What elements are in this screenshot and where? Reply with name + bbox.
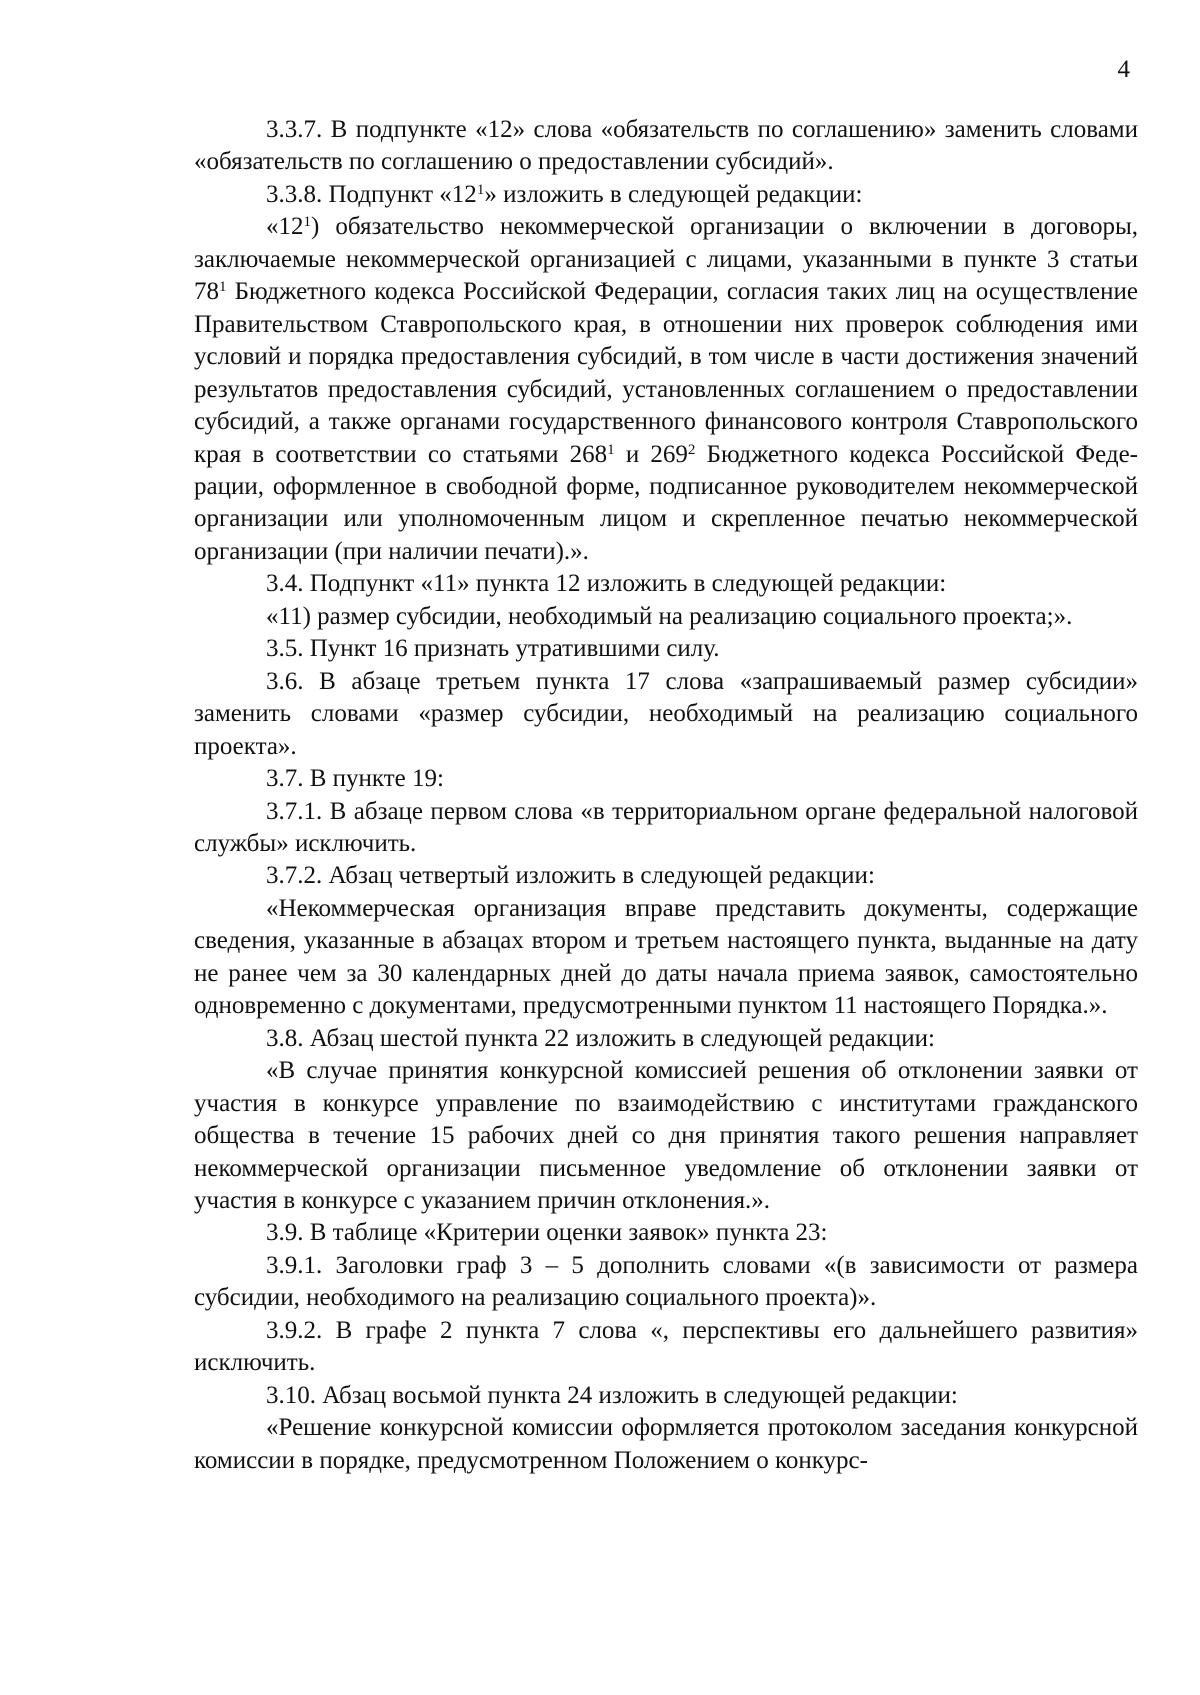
paragraph-3-5: 3.5. Пункт 16 признать утратившими силу. bbox=[266, 635, 720, 663]
superscript: 2 bbox=[687, 441, 696, 458]
superscript: 1 bbox=[303, 214, 311, 231]
paragraph-3-10: 3.10. Абзац восьмой пункта 24 изложить в следующей редакции: bbox=[266, 1381, 958, 1409]
paragraph-3-7: 3.7. В пункте 19: bbox=[266, 765, 444, 793]
text-span: 3.3.8. Подпункт «12 bbox=[266, 180, 477, 208]
paragraph-nko-documents: «Некоммерческая организация вправе представить документы, содержащие сведения, указанные в абзацах втором и третьем настоящего пункта, выданные на дату не ранее чем за 30 календарных дней до даты начала приема заявок, самостоятельно одновременно с документами, предусмотренными пунктом 11 настоящего Порядка.». bbox=[194, 894, 1138, 1020]
paragraph-decision-text: «Решение конкурсной комиссии оформляется протоколом заседания конкурсной комиссии в порядке, предусмотренном Положением о конкурс- bbox=[194, 1414, 1138, 1474]
paragraph-12-1-text bbox=[194, 211, 1138, 568]
paragraph-3-6: 3.6. В абзаце третьем пункта 17 слова «запрашиваемый размер субсидии» заменить словами «размер субсидии, необходимый на реализацию социального проекта». bbox=[194, 667, 1138, 760]
text-span: Бюджетного кодекса Российской Федерации, согласия таких лиц на осуществление Правительством Ставропольского края, в отношении них проверок соблюдения ими условий и порядка предоставления субсидий, в том числе в части достижения значений результатов предоставления субсидий, установленных соглашением о предоставлении субсидий, а также органами государственного финансового контроля Ставропольского края в соответствии со статьями 268 bbox=[194, 278, 1138, 468]
paragraph-3-3-8 bbox=[194, 179, 1138, 211]
paragraph-3-9-2: 3.9.2. В графе 2 пункта 7 слова «, перспективы его дальнейшего развития» исключить. bbox=[194, 1316, 1138, 1377]
page-number: 4 bbox=[1117, 56, 1130, 83]
paragraph-3-9: 3.9. В таблице «Критерии оценки заявок» пункта 23: bbox=[266, 1219, 828, 1247]
paragraph-11-text: «11) размер субсидии, необходимый на реализацию социального проекта;». bbox=[266, 602, 1073, 630]
paragraph-3-4: 3.4. Подпункт «11» пункта 12 изложить в следующей редакции: bbox=[266, 570, 947, 598]
paragraph-rejection-text: «В случае принятия конкурсной комиссией решения об отклонении заявки от участия в конкурсе управление по взаимодействию с институтами гражданского общества в течение 15 рабочих дней со дня принятия такого решения направляет некоммерческой организации письменное уведомление об отклонении заявки от участия в конкурсе с указанием причин отклонения.». bbox=[194, 1057, 1138, 1214]
superscript: 1 bbox=[476, 181, 485, 198]
superscript: 1 bbox=[607, 441, 615, 458]
superscript: 1 bbox=[219, 279, 227, 296]
paragraph-3-7-2: 3.7.2. Абзац четвертый изложить в следующей редакции: bbox=[266, 862, 875, 890]
text-span: Бюджетного кодекса Российской Федерации, оформленное в свободной форме, подписанное руководителем некоммерческой организации или уполномоченным лицом и скрепленное печатью некоммерческой организации (при наличии печати).». bbox=[194, 440, 1138, 565]
paragraph-3-9-1: 3.9.1. Заголовки граф 3 – 5 дополнить словами «(в зависимости от размера субсидии, необходимого на реализацию социального проекта)». bbox=[194, 1251, 1138, 1312]
paragraph-3-8: 3.8. Абзац шестой пункта 22 изложить в следующей редакции: bbox=[266, 1024, 935, 1052]
document-body bbox=[194, 114, 1138, 1477]
paragraph-3-7-1: 3.7.1. В абзаце первом слова «в территориальном органе федеральной налоговой службы» исключить. bbox=[194, 797, 1138, 857]
text-span: » изложить в следующей редакции: bbox=[484, 180, 863, 208]
text-span: «12 bbox=[266, 213, 304, 241]
text-span: и 269 bbox=[614, 440, 688, 468]
paragraph-3-3-7: 3.3.7. В подпункте «12» слова «обязательств по соглашению» заменить словами «обязательств по соглашению о предоставлении субсидий». bbox=[194, 116, 1138, 176]
text-span: ) обязательство некоммерческой организации о включении в договоры, заключаемые некоммерческой организацией с лицами, указанными в пункте 3 статьи 78 bbox=[194, 213, 1138, 306]
